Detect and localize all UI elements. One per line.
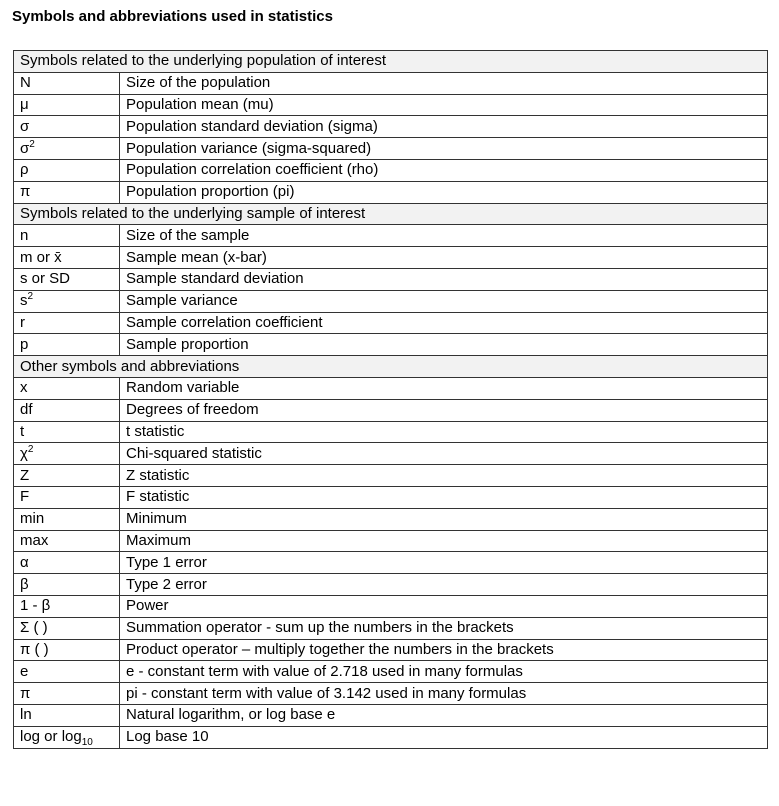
meaning-cell: Summation operator - sum up the numbers in the brackets [120, 617, 768, 639]
symbol-text: log or log [20, 728, 82, 746]
table-row [14, 683, 768, 705]
symbol-cell [14, 421, 120, 443]
meaning-cell: Degrees of freedom [120, 399, 768, 421]
meaning-cell: Type 2 error [120, 574, 768, 596]
symbol-cell [14, 159, 120, 181]
symbol-text: t [20, 422, 25, 440]
symbol-cell [14, 94, 120, 116]
symbol-cell [14, 247, 120, 269]
symbol-text: max [20, 531, 49, 549]
symbol-cell [14, 72, 120, 94]
meaning-cell: Population mean (mu) [120, 94, 768, 116]
symbol-cell [14, 617, 120, 639]
symbols-table [13, 50, 768, 749]
section-header-row [14, 51, 768, 73]
symbol-text: min [20, 510, 45, 528]
symbol-text: n [20, 226, 29, 244]
table-row [14, 268, 768, 290]
table-row [14, 181, 768, 203]
symbol-text: r [20, 313, 25, 331]
symbol-cell [14, 595, 120, 617]
symbol-cell [14, 639, 120, 661]
table-row [14, 159, 768, 181]
table-row [14, 116, 768, 138]
symbol-text: σ [20, 139, 30, 157]
symbol-cell [14, 704, 120, 726]
symbol-text: df [20, 401, 33, 419]
symbol-text: σ [20, 117, 30, 135]
symbol-cell [14, 508, 120, 530]
symbol-cell [14, 116, 120, 138]
symbol-text: s or SD [20, 270, 71, 288]
meaning-cell: Population standard deviation (sigma) [120, 116, 768, 138]
table-row [14, 486, 768, 508]
meaning-cell: Natural logarithm, or log base e [120, 704, 768, 726]
symbol-text: β [20, 575, 29, 593]
symbol-cell [14, 181, 120, 203]
meaning-cell: Sample proportion [120, 334, 768, 356]
symbol-cell [14, 138, 120, 160]
meaning-cell: Sample correlation coefficient [120, 312, 768, 334]
symbol-text: e [20, 662, 29, 680]
table-row [14, 399, 768, 421]
meaning-cell: Size of the population [120, 72, 768, 94]
symbol-text: μ [20, 95, 29, 113]
superscript: 2 [29, 138, 35, 150]
meaning-cell: Population variance (sigma-squared) [120, 138, 768, 160]
symbol-text: p [20, 335, 29, 353]
symbol-cell [14, 377, 120, 399]
meaning-cell: Sample standard deviation [120, 268, 768, 290]
table-row [14, 72, 768, 94]
meaning-cell: t statistic [120, 421, 768, 443]
section-heading: Other symbols and abbreviations [14, 356, 768, 378]
table-row [14, 290, 768, 312]
symbol-text: F [20, 488, 30, 506]
symbol-cell [14, 443, 120, 465]
superscript: 2 [27, 291, 34, 303]
symbol-text: m or x̄ [20, 248, 62, 266]
section-header-row [14, 203, 768, 225]
section-heading: Symbols related to the underlying sample of interest [14, 203, 768, 225]
table-row [14, 726, 768, 748]
meaning-cell: F statistic [120, 486, 768, 508]
symbol-cell [14, 268, 120, 290]
subscript: 10 [81, 737, 93, 749]
symbol-cell [14, 225, 120, 247]
table-row [14, 508, 768, 530]
table-row [14, 574, 768, 596]
symbol-text: χ [20, 444, 28, 462]
symbol-text: Σ ( ) [20, 619, 48, 637]
meaning-cell: Maximum [120, 530, 768, 552]
meaning-cell: Chi-squared statistic [120, 443, 768, 465]
meaning-cell: Random variable [120, 377, 768, 399]
table-row [14, 247, 768, 269]
symbol-text: N [20, 74, 31, 92]
meaning-cell: Z statistic [120, 465, 768, 487]
table-row [14, 595, 768, 617]
symbol-text: ρ [20, 161, 29, 179]
symbol-cell [14, 530, 120, 552]
table-row [14, 334, 768, 356]
table-row [14, 421, 768, 443]
symbol-text: ln [20, 706, 32, 724]
table-row [14, 704, 768, 726]
table-row [14, 138, 768, 160]
symbol-text: Z [20, 466, 30, 484]
symbol-cell [14, 399, 120, 421]
meaning-cell: Sample mean (x-bar) [120, 247, 768, 269]
table-row [14, 443, 768, 465]
meaning-cell: Power [120, 595, 768, 617]
symbol-cell [14, 574, 120, 596]
table-row [14, 639, 768, 661]
symbol-cell [14, 552, 120, 574]
symbol-cell [14, 290, 120, 312]
table-row [14, 465, 768, 487]
meaning-cell: Population proportion (pi) [120, 181, 768, 203]
meaning-cell: Size of the sample [120, 225, 768, 247]
meaning-cell: Product operator – multiply together the numbers in the brackets [120, 639, 768, 661]
section-header-row [14, 356, 768, 378]
table-row [14, 661, 768, 683]
symbol-text: s [20, 292, 28, 310]
meaning-cell: Type 1 error [120, 552, 768, 574]
meaning-cell: pi - constant term with value of 3.142 used in many formulas [120, 683, 768, 705]
symbol-cell [14, 312, 120, 334]
symbol-cell [14, 683, 120, 705]
meaning-cell: Minimum [120, 508, 768, 530]
symbol-cell [14, 486, 120, 508]
superscript: 2 [27, 443, 34, 455]
table-row [14, 552, 768, 574]
table-row [14, 312, 768, 334]
symbol-text: α [20, 553, 29, 571]
table-row [14, 617, 768, 639]
table-row [14, 94, 768, 116]
section-heading: Symbols related to the underlying population of interest [14, 51, 768, 73]
symbol-text: π [20, 684, 31, 702]
symbol-text: x [20, 379, 28, 397]
page-title: Symbols and abbreviations used in statistics [12, 8, 333, 25]
table-row [14, 377, 768, 399]
symbol-cell [14, 726, 120, 748]
symbol-text: 1 - β [20, 597, 51, 615]
table-row [14, 530, 768, 552]
symbol-text: π [20, 183, 31, 201]
table-row [14, 225, 768, 247]
symbol-text: π ( ) [20, 640, 49, 658]
symbol-cell [14, 661, 120, 683]
symbol-cell [14, 465, 120, 487]
meaning-cell: e - constant term with value of 2.718 used in many formulas [120, 661, 768, 683]
meaning-cell: Population correlation coefficient (rho) [120, 159, 768, 181]
meaning-cell: Log base 10 [120, 726, 768, 748]
meaning-cell: Sample variance [120, 290, 768, 312]
symbol-cell [14, 334, 120, 356]
